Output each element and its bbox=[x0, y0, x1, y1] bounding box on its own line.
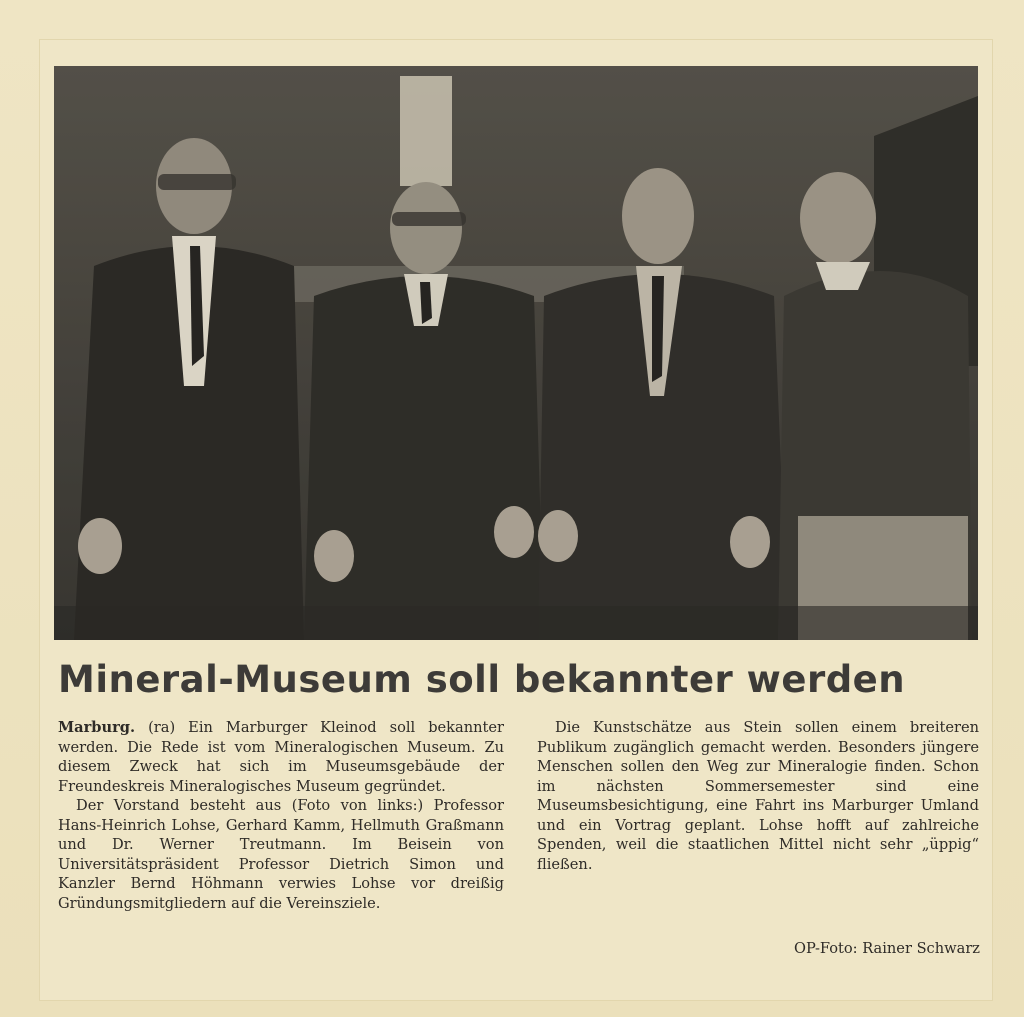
photo-credit: OP-Foto: Rainer Schwarz bbox=[793, 940, 980, 957]
article-paragraph-3: Die Kunstschätze aus Stein sollen einem breiteren Publikum zugänglich gemacht werden. Besonders jüngere Menschen sollen den Weg zur Mineralogie finden. Schon im nächsten Sommersemester sind eine Museumsbesichtigung, eine Fahrt ins Marburger Umland und ein Vortrag geplant. Lohse hofft auf zahlreiche Spenden, weil die staatlichen Mittel nicht sehr „üppig“ fließen. bbox=[537, 719, 979, 873]
group-photo-illustration bbox=[54, 66, 978, 640]
article-headline: Mineral-Museum soll bekannter werden bbox=[58, 658, 906, 701]
article-paragraph-2: Der Vorstand besteht aus (Foto von links:) Professor Hans-Heinrich Lohse, Gerhard Kamm, Hellmuth Graßmann und Dr. Werner Treutmann. Im Beisein von Universitätspräsident Professor Dietrich Simon und Kanzler Bernd Höhmann verwies Lohse vor dreißig Gründungsmitgliedern auf die Vereinsziele. bbox=[58, 797, 504, 912]
article-right-column bbox=[537, 718, 979, 874]
article-paragraph-1-text: (ra) Ein Marburger Kleinod soll bekannter werden. Die Rede ist vom Mineralogischen Museum. Zu diesem Zweck hat sich im Museumsgebäude der Freundeskreis Mineralogisches Museum gegründet. bbox=[58, 719, 504, 795]
article-left-column bbox=[58, 718, 504, 913]
article-paragraph-1 bbox=[58, 718, 504, 796]
group-photo bbox=[54, 66, 978, 640]
article-dateline: Marburg. bbox=[58, 719, 136, 736]
